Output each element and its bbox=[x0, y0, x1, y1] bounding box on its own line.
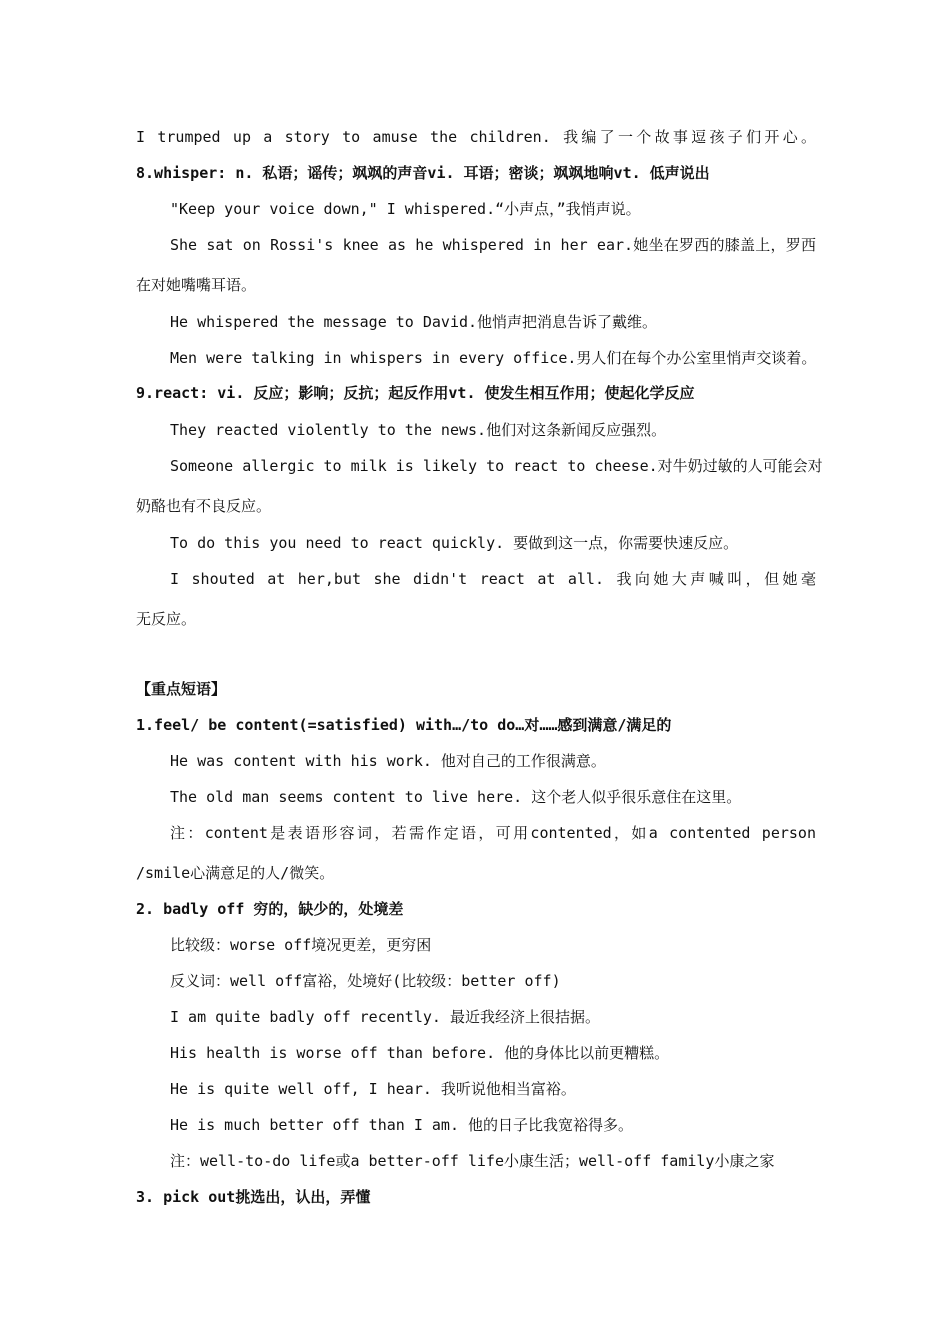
example-sentence: They reacted violently to the news.他们对这条新闻反应强烈。 bbox=[170, 421, 667, 439]
example-sentence: I shouted at her,but she didn't react at all. 我向她大声喊叫，但她毫 bbox=[170, 570, 816, 588]
example-sentence: "Keep your voice down," I whispered.“小声点，”我悄声说。 bbox=[170, 200, 641, 218]
example-sentence: The old man seems content to live here. 这个老人似乎很乐意住在这里。 bbox=[170, 788, 742, 806]
usage-note: 注：content是表语形容词，若需作定语，可用contented，如a contented person bbox=[170, 824, 816, 842]
example-sentence: She sat on Rossi's knee as he whispered in her ear.她坐在罗西的膝盖上，罗西 bbox=[170, 236, 816, 254]
phrase-heading-badly-off: 2. badly off 穷的，缺少的，处境差 bbox=[136, 900, 404, 918]
vocab-heading-react: 9.react: vi. 反应；影响；反抗；起反作用vt. 使发生相互作用；使起化学反应 bbox=[136, 384, 695, 402]
phrase-heading-content: 1.feel/ be content(=satisfied) with…/to do…对……感到满意/满足的 bbox=[136, 716, 672, 734]
example-sentence: He whispered the message to David.他悄声把消息告诉了戴维。 bbox=[170, 313, 658, 331]
example-sentence: To do this you need to react quickly. 要做到这一点，你需要快速反应。 bbox=[170, 534, 739, 552]
example-sentence: I trumped up a story to amuse the children. 我编了一个故事逗孩子们开心。 bbox=[136, 128, 816, 146]
example-sentence: Men were talking in whispers in every office.男人们在每个办公室里悄声交谈着。 bbox=[170, 349, 817, 367]
usage-note: 注：well-to-do life或a better-off life小康生活；well-off family小康之家 bbox=[170, 1152, 775, 1170]
example-sentence: He was content with his work. 他对自己的工作很满意。 bbox=[170, 752, 606, 770]
example-sentence: His health is worse off than before. 他的身体比以前更糟糕。 bbox=[170, 1044, 670, 1062]
vocab-heading-whisper: 8.whisper: n. 私语；谣传；飒飒的声音vi. 耳语；密谈；飒飒地响vt. 低声说出 bbox=[136, 164, 710, 182]
comparative-note: 比较级：worse off境况更差，更穷困 bbox=[170, 936, 432, 954]
example-sentence: He is much better off than I am. 他的日子比我宽裕得多。 bbox=[170, 1116, 634, 1134]
usage-note-continued: /smile心满意足的人/微笑。 bbox=[136, 864, 335, 882]
antonym-note: 反义词：well off富裕，处境好(比较级：better off) bbox=[170, 972, 561, 990]
example-sentence: He is quite well off, I hear. 我听说他相当富裕。 bbox=[170, 1080, 576, 1098]
example-sentence: I am quite badly off recently. 最近我经济上很拮据。 bbox=[170, 1008, 600, 1026]
section-title: 【重点短语】 bbox=[136, 680, 227, 698]
phrase-heading-pick-out: 3. pick out挑选出，认出，弄懂 bbox=[136, 1188, 371, 1206]
example-sentence-continued: 无反应。 bbox=[136, 610, 197, 628]
example-sentence: Someone allergic to milk is likely to react to cheese.对牛奶过敏的人可能会对 bbox=[170, 457, 823, 475]
example-sentence-continued: 奶酪也有不良反应。 bbox=[136, 497, 272, 515]
example-sentence-continued: 在对她嘴嘴耳语。 bbox=[136, 276, 257, 294]
